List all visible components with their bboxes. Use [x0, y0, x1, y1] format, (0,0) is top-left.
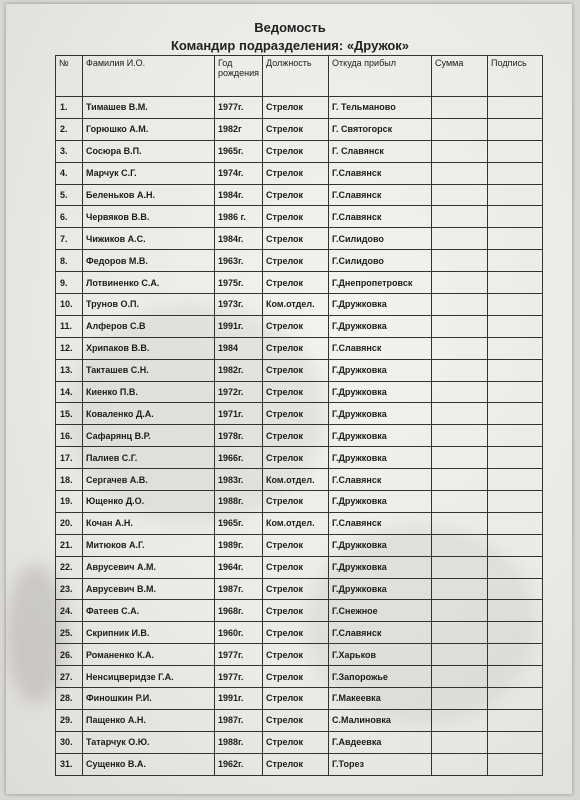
cell-person-name: Трунов О.П. [83, 294, 215, 316]
cell-row-number: 15. [56, 403, 83, 425]
cell-origin: Г.Дружковка [329, 359, 432, 381]
column-header-col-origin: Откуда прибыл [329, 56, 432, 97]
table-row [56, 644, 543, 666]
cell-birth-year: 1964г. [215, 556, 263, 578]
cell-sum [432, 731, 488, 753]
cell-row-number: 17. [56, 447, 83, 469]
cell-origin: Г.Дружковка [329, 381, 432, 403]
cell-position: Стрелок [263, 315, 329, 337]
cell-person-name: Лотвиненко С.А. [83, 272, 215, 294]
cell-sum [432, 315, 488, 337]
cell-origin: Г.Дружковка [329, 556, 432, 578]
cell-signature [488, 534, 543, 556]
cell-sum [432, 469, 488, 491]
cell-origin: Г.Дружковка [329, 447, 432, 469]
cell-sum [432, 709, 488, 731]
cell-birth-year: 1989г. [215, 534, 263, 556]
table-row [56, 250, 543, 272]
cell-position: Стрелок [263, 644, 329, 666]
cell-person-name: Пащенко А.Н. [83, 709, 215, 731]
cell-sum [432, 600, 488, 622]
cell-birth-year: 1984 [215, 337, 263, 359]
cell-signature [488, 250, 543, 272]
cell-origin: Г.Силидово [329, 250, 432, 272]
cell-person-name: Такташев С.Н. [83, 359, 215, 381]
cell-position: Стрелок [263, 337, 329, 359]
cell-birth-year: 1988г. [215, 731, 263, 753]
cell-person-name: Финошкин Р.И. [83, 688, 215, 710]
cell-sum [432, 447, 488, 469]
cell-origin: Г.Дружковка [329, 294, 432, 316]
cell-signature [488, 403, 543, 425]
table-row [56, 578, 543, 600]
cell-sum [432, 512, 488, 534]
cell-sum [432, 491, 488, 513]
cell-person-name: Ющенко Д.О. [83, 491, 215, 513]
table-row [56, 118, 543, 140]
column-header-col-sum: Сумма [432, 56, 488, 97]
cell-sum [432, 622, 488, 644]
cell-sum [432, 425, 488, 447]
cell-person-name: Сущенко В.А. [83, 753, 215, 775]
table-row [56, 666, 543, 688]
cell-row-number: 10. [56, 294, 83, 316]
cell-person-name: Федоров М.В. [83, 250, 215, 272]
cell-origin: С.Малиновка [329, 709, 432, 731]
cell-row-number: 11. [56, 315, 83, 337]
cell-signature [488, 381, 543, 403]
cell-person-name: Хрипаков В.В. [83, 337, 215, 359]
cell-position: Ком.отдел. [263, 512, 329, 534]
table-body [56, 97, 543, 776]
cell-origin: Г.Славянск [329, 162, 432, 184]
cell-origin: Г.Дружковка [329, 315, 432, 337]
cell-birth-year: 1983г. [215, 469, 263, 491]
cell-row-number: 1. [56, 97, 83, 119]
cell-signature [488, 447, 543, 469]
table-row [56, 315, 543, 337]
table-row [56, 709, 543, 731]
cell-origin: Г.Силидово [329, 228, 432, 250]
column-header-col-signature: Подпись [488, 56, 543, 97]
table-row [56, 294, 543, 316]
cell-origin: Г.Снежное [329, 600, 432, 622]
cell-position: Стрелок [263, 118, 329, 140]
cell-signature [488, 512, 543, 534]
table-header-row [56, 56, 543, 97]
cell-person-name: Горюшко А.М. [83, 118, 215, 140]
cell-row-number: 18. [56, 469, 83, 491]
cell-position: Стрелок [263, 688, 329, 710]
cell-origin: Г. Тельманово [329, 97, 432, 119]
cell-person-name: Коваленко Д.А. [83, 403, 215, 425]
cell-signature [488, 644, 543, 666]
cell-origin: Г.Славянск [329, 512, 432, 534]
cell-birth-year: 1984г. [215, 184, 263, 206]
cell-birth-year: 1982г. [215, 359, 263, 381]
cell-sum [432, 97, 488, 119]
table-row [56, 731, 543, 753]
cell-position: Стрелок [263, 381, 329, 403]
cell-row-number: 14. [56, 381, 83, 403]
cell-signature [488, 753, 543, 775]
cell-birth-year: 1965г. [215, 512, 263, 534]
cell-origin: Г. Святогорск [329, 118, 432, 140]
cell-sum [432, 140, 488, 162]
cell-signature [488, 206, 543, 228]
cell-row-number: 30. [56, 731, 83, 753]
table-row [56, 753, 543, 775]
table-row [56, 228, 543, 250]
cell-row-number: 26. [56, 644, 83, 666]
cell-position: Стрелок [263, 184, 329, 206]
cell-origin: Г.Дружковка [329, 425, 432, 447]
cell-birth-year: 1987г. [215, 709, 263, 731]
cell-sum [432, 403, 488, 425]
document-subtitle: Командир подразделения: «Дружок» [170, 38, 410, 53]
cell-origin: Г.Днепропетровск [329, 272, 432, 294]
cell-birth-year: 1966г. [215, 447, 263, 469]
cell-person-name: Червяков В.В. [83, 206, 215, 228]
column-header-col-name: Фамилия И.О. [83, 56, 215, 97]
cell-sum [432, 162, 488, 184]
cell-person-name: Фатеев С.А. [83, 600, 215, 622]
cell-person-name: Митюков А.Г. [83, 534, 215, 556]
cell-person-name: Романенко К.А. [83, 644, 215, 666]
cell-sum [432, 556, 488, 578]
cell-origin: Г.Харьков [329, 644, 432, 666]
cell-sum [432, 753, 488, 775]
cell-origin: Г.Торез [329, 753, 432, 775]
cell-signature [488, 118, 543, 140]
table-row [56, 140, 543, 162]
cell-origin: Г.Дружковка [329, 491, 432, 513]
cell-birth-year: 1977г. [215, 97, 263, 119]
cell-person-name: Алферов С.В [83, 315, 215, 337]
column-header-col-position: Должность [263, 56, 329, 97]
cell-birth-year: 1991г. [215, 688, 263, 710]
cell-person-name: Палиев С.Г. [83, 447, 215, 469]
cell-position: Стрелок [263, 666, 329, 688]
cell-row-number: 6. [56, 206, 83, 228]
cell-signature [488, 184, 543, 206]
cell-person-name: Кочан А.Н. [83, 512, 215, 534]
cell-birth-year: 1987г. [215, 578, 263, 600]
cell-signature [488, 469, 543, 491]
cell-birth-year: 1975г. [215, 272, 263, 294]
cell-origin: Г.Макеевка [329, 688, 432, 710]
table-row [56, 425, 543, 447]
document-title: Ведомость [254, 20, 326, 35]
cell-origin: Г.Славянск [329, 337, 432, 359]
cell-sum [432, 381, 488, 403]
cell-sum [432, 206, 488, 228]
cell-row-number: 13. [56, 359, 83, 381]
cell-signature [488, 140, 543, 162]
cell-row-number: 24. [56, 600, 83, 622]
cell-person-name: Сафарянц В.Р. [83, 425, 215, 447]
cell-sum [432, 118, 488, 140]
cell-person-name: Аврусевич А.М. [83, 556, 215, 578]
cell-person-name: Аврусевич В.М. [83, 578, 215, 600]
cell-signature [488, 294, 543, 316]
table-row [56, 512, 543, 534]
cell-person-name: Тимашев В.М. [83, 97, 215, 119]
cell-person-name: Ненсицверидзе Г.А. [83, 666, 215, 688]
cell-signature [488, 491, 543, 513]
cell-signature [488, 578, 543, 600]
cell-birth-year: 1974г. [215, 162, 263, 184]
cell-birth-year: 1973г. [215, 294, 263, 316]
cell-row-number: 2. [56, 118, 83, 140]
cell-row-number: 21. [56, 534, 83, 556]
cell-position: Стрелок [263, 97, 329, 119]
cell-origin: Г.Запорожье [329, 666, 432, 688]
cell-person-name: Скрипник И.В. [83, 622, 215, 644]
cell-sum [432, 688, 488, 710]
table-row [56, 206, 543, 228]
cell-position: Стрелок [263, 206, 329, 228]
cell-sum [432, 666, 488, 688]
cell-row-number: 9. [56, 272, 83, 294]
cell-row-number: 20. [56, 512, 83, 534]
cell-row-number: 29. [56, 709, 83, 731]
cell-signature [488, 688, 543, 710]
cell-birth-year: 1991г. [215, 315, 263, 337]
cell-position: Стрелок [263, 140, 329, 162]
table-row [56, 337, 543, 359]
table-row [56, 403, 543, 425]
cell-signature [488, 709, 543, 731]
table-row [56, 97, 543, 119]
cell-signature [488, 666, 543, 688]
cell-position: Стрелок [263, 491, 329, 513]
cell-signature [488, 228, 543, 250]
cell-sum [432, 250, 488, 272]
cell-birth-year: 1968г. [215, 600, 263, 622]
cell-signature [488, 162, 543, 184]
cell-origin: Г.Славянск [329, 184, 432, 206]
cell-signature [488, 272, 543, 294]
cell-person-name: Татарчук О.Ю. [83, 731, 215, 753]
cell-person-name: Сосюра В.П. [83, 140, 215, 162]
cell-row-number: 12. [56, 337, 83, 359]
cell-signature [488, 337, 543, 359]
table-row [56, 534, 543, 556]
table-row [56, 447, 543, 469]
cell-origin: Г.Дружковка [329, 403, 432, 425]
cell-position: Стрелок [263, 556, 329, 578]
cell-position: Стрелок [263, 709, 329, 731]
cell-signature [488, 556, 543, 578]
cell-signature [488, 731, 543, 753]
table-row [56, 622, 543, 644]
cell-row-number: 5. [56, 184, 83, 206]
table-row [56, 556, 543, 578]
table-row [56, 359, 543, 381]
cell-position: Стрелок [263, 403, 329, 425]
cell-sum [432, 184, 488, 206]
cell-signature [488, 359, 543, 381]
cell-position: Стрелок [263, 425, 329, 447]
table-row [56, 184, 543, 206]
cell-sum [432, 359, 488, 381]
cell-birth-year: 1986 г. [215, 206, 263, 228]
table-row [56, 688, 543, 710]
cell-birth-year: 1972г. [215, 381, 263, 403]
cell-person-name: Беленьков А.Н. [83, 184, 215, 206]
cell-birth-year: 1988г. [215, 491, 263, 513]
cell-row-number: 8. [56, 250, 83, 272]
cell-row-number: 3. [56, 140, 83, 162]
cell-origin: Г.Дружковка [329, 578, 432, 600]
cell-person-name: Чижиков А.С. [83, 228, 215, 250]
cell-row-number: 23. [56, 578, 83, 600]
cell-origin: Г. Славянск [329, 140, 432, 162]
cell-position: Стрелок [263, 534, 329, 556]
cell-birth-year: 1977г. [215, 644, 263, 666]
table-row [56, 272, 543, 294]
cell-row-number: 4. [56, 162, 83, 184]
cell-origin: Г.Славянск [329, 206, 432, 228]
cell-sum [432, 228, 488, 250]
cell-birth-year: 1963г. [215, 250, 263, 272]
cell-birth-year: 1984г. [215, 228, 263, 250]
cell-origin: Г.Авдеевка [329, 731, 432, 753]
cell-birth-year: 1971г. [215, 403, 263, 425]
cell-row-number: 28. [56, 688, 83, 710]
table-row [56, 381, 543, 403]
cell-sum [432, 578, 488, 600]
cell-sum [432, 294, 488, 316]
cell-birth-year: 1960г. [215, 622, 263, 644]
cell-position: Стрелок [263, 753, 329, 775]
cell-sum [432, 272, 488, 294]
roster-table [55, 55, 543, 776]
column-header-col-birth-year: Год рождения [215, 56, 263, 97]
cell-position: Стрелок [263, 228, 329, 250]
cell-position: Ком.отдел. [263, 294, 329, 316]
cell-row-number: 25. [56, 622, 83, 644]
cell-birth-year: 1962г. [215, 753, 263, 775]
cell-position: Стрелок [263, 578, 329, 600]
cell-position: Стрелок [263, 622, 329, 644]
cell-sum [432, 337, 488, 359]
column-header-col-number: № [56, 56, 83, 97]
cell-birth-year: 1965г. [215, 140, 263, 162]
cell-birth-year: 1977г. [215, 666, 263, 688]
table-row [56, 491, 543, 513]
cell-position: Стрелок [263, 359, 329, 381]
cell-position: Стрелок [263, 731, 329, 753]
cell-row-number: 22. [56, 556, 83, 578]
cell-origin: Г.Славянск [329, 622, 432, 644]
cell-position: Ком.отдел. [263, 469, 329, 491]
cell-signature [488, 622, 543, 644]
table-row [56, 162, 543, 184]
cell-sum [432, 644, 488, 666]
cell-birth-year: 1982г [215, 118, 263, 140]
cell-signature [488, 600, 543, 622]
cell-position: Стрелок [263, 250, 329, 272]
cell-row-number: 16. [56, 425, 83, 447]
cell-position: Стрелок [263, 600, 329, 622]
cell-signature [488, 97, 543, 119]
cell-row-number: 27. [56, 666, 83, 688]
cell-row-number: 31. [56, 753, 83, 775]
cell-sum [432, 534, 488, 556]
table-row [56, 469, 543, 491]
cell-person-name: Сергачев А.В. [83, 469, 215, 491]
cell-row-number: 19. [56, 491, 83, 513]
cell-person-name: Киенко П.В. [83, 381, 215, 403]
cell-row-number: 7. [56, 228, 83, 250]
cell-birth-year: 1978г. [215, 425, 263, 447]
cell-position: Стрелок [263, 272, 329, 294]
cell-signature [488, 315, 543, 337]
cell-origin: Г.Дружковка [329, 534, 432, 556]
cell-signature [488, 425, 543, 447]
table-row [56, 600, 543, 622]
cell-position: Стрелок [263, 447, 329, 469]
cell-person-name: Марчук С.Г. [83, 162, 215, 184]
cell-position: Стрелок [263, 162, 329, 184]
cell-origin: Г.Славянск [329, 469, 432, 491]
